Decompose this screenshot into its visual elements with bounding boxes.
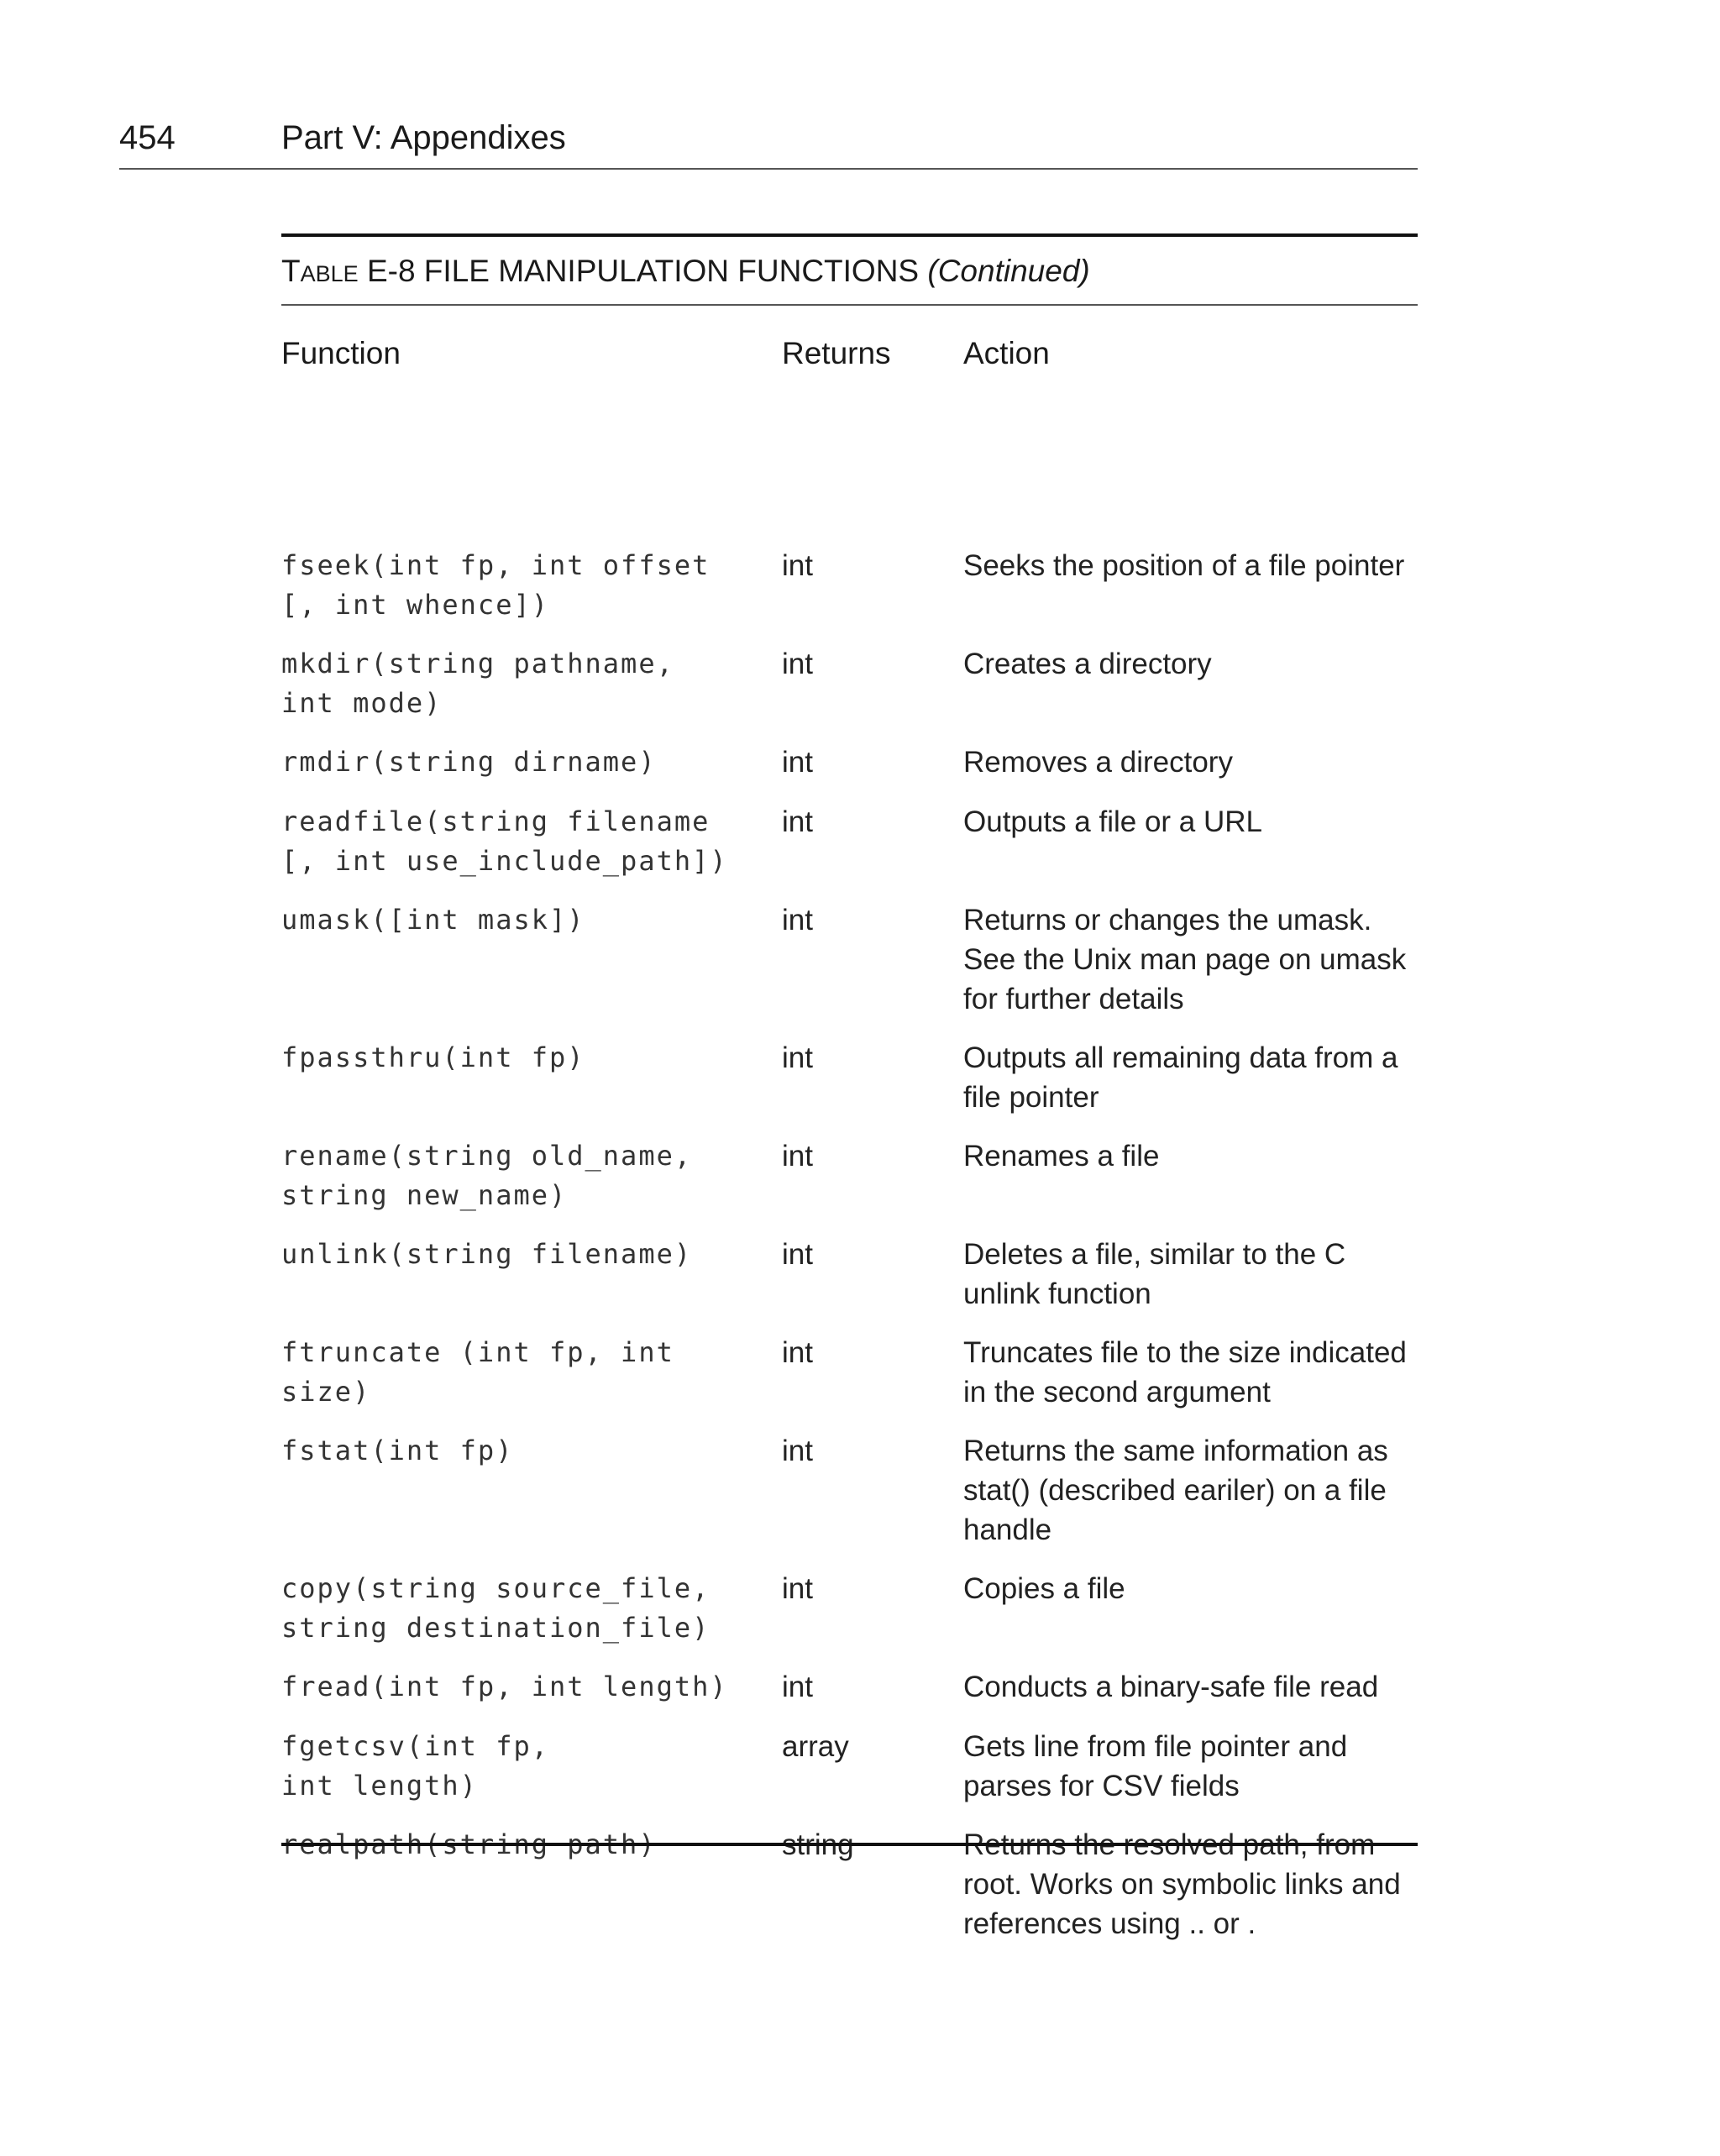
cell-returns: int <box>782 746 813 779</box>
cell-action: Outputs a file or a URL <box>963 805 1262 838</box>
cell-returns: array <box>782 1730 849 1763</box>
cell-action: Renames a file <box>963 1140 1160 1172</box>
cell-function: fpassthru(int fp) <box>281 1041 585 1073</box>
table-bottom-rule <box>281 1843 1418 1846</box>
cell-function: ftruncate (int fp, int size) <box>281 1336 674 1408</box>
cell-returns: string <box>782 1828 854 1861</box>
cell-function: fseek(int fp, int offset [, int whence]) <box>281 549 711 621</box>
table-row <box>281 1667 1418 1707</box>
cell-action: Returns or changes the umask. See the Unix man page on umask for further details <box>963 904 1407 1015</box>
cell-action: Returns the same information as stat() (described eariler) on a file handle <box>963 1435 1388 1546</box>
cell-returns: int <box>782 1435 813 1467</box>
column-header-returns: Returns <box>782 335 891 370</box>
running-head <box>119 118 1418 170</box>
cell-function: fgetcsv(int fp, int length) <box>281 1730 549 1802</box>
cell-returns: int <box>782 1140 813 1172</box>
cell-returns: int <box>782 1671 813 1703</box>
cell-returns: int <box>782 1041 813 1074</box>
cell-action: Copies a file <box>963 1572 1125 1605</box>
cell-returns: int <box>782 1238 813 1271</box>
cell-returns: int <box>782 1336 813 1369</box>
cell-function: copy(string source_file, string destination_file) <box>281 1572 711 1644</box>
cell-returns: int <box>782 904 813 936</box>
cell-function: mkdir(string pathname, int mode) <box>281 648 674 719</box>
table-row <box>281 1333 1418 1412</box>
table-label: TABLE <box>281 254 359 288</box>
cell-returns: int <box>782 648 813 680</box>
cell-returns: int <box>782 1572 813 1605</box>
cell-function: rename(string old_name, string new_name) <box>281 1140 693 1211</box>
table-row <box>281 742 1418 782</box>
table-row <box>281 1235 1418 1314</box>
cell-action: Seeks the position of a file pointer <box>963 549 1405 582</box>
column-header-action: Action <box>963 335 1050 370</box>
table-row <box>281 546 1418 625</box>
table-caption <box>281 237 1418 306</box>
table-header-row <box>281 306 1418 401</box>
cell-action: Removes a directory <box>963 746 1233 779</box>
table-row <box>281 1569 1418 1648</box>
cell-action: Gets line from file pointer and parses for CSV fields <box>963 1730 1348 1802</box>
table-row <box>281 644 1418 723</box>
cell-returns: int <box>782 805 813 838</box>
cell-function: readfile(string filename [, int use_include_path]) <box>281 805 728 877</box>
cell-action: Creates a directory <box>963 648 1212 680</box>
cell-action: Returns the resolved path, from root. Works on symbolic links and references using .. or . <box>963 1828 1401 1940</box>
table-row <box>281 1038 1418 1117</box>
table-row <box>281 802 1418 881</box>
page-number: 454 <box>119 119 176 156</box>
cell-function: fstat(int fp) <box>281 1435 514 1466</box>
table-row <box>281 900 1418 1019</box>
cell-action: Deletes a file, similar to the C unlink function <box>963 1238 1346 1310</box>
cell-function: fread(int fp, int length) <box>281 1671 728 1702</box>
table-title: FILE MANIPULATION FUNCTIONS <box>423 254 920 288</box>
cell-returns: int <box>782 549 813 582</box>
cell-function: rmdir(string dirname) <box>281 746 657 778</box>
file-functions-table <box>281 233 1418 1940</box>
cell-action: Outputs all remaining data from a file pointer <box>963 1041 1398 1114</box>
table-row <box>281 1136 1418 1215</box>
cell-function: realpath(string path) <box>281 1828 657 1860</box>
table-row <box>281 1431 1418 1550</box>
table-row <box>281 1727 1418 1806</box>
table-number: E-8 <box>366 254 416 288</box>
cell-function: umask([int mask]) <box>281 904 585 936</box>
cell-action: Conducts a binary-safe file read <box>963 1671 1379 1703</box>
table-continued: (Continued) <box>927 254 1090 288</box>
cell-action: Truncates file to the size indicated in the second argument <box>963 1336 1407 1408</box>
running-title: Part V: Appendixes <box>281 119 566 156</box>
column-header-function: Function <box>281 335 401 370</box>
cell-function: unlink(string filename) <box>281 1238 693 1270</box>
